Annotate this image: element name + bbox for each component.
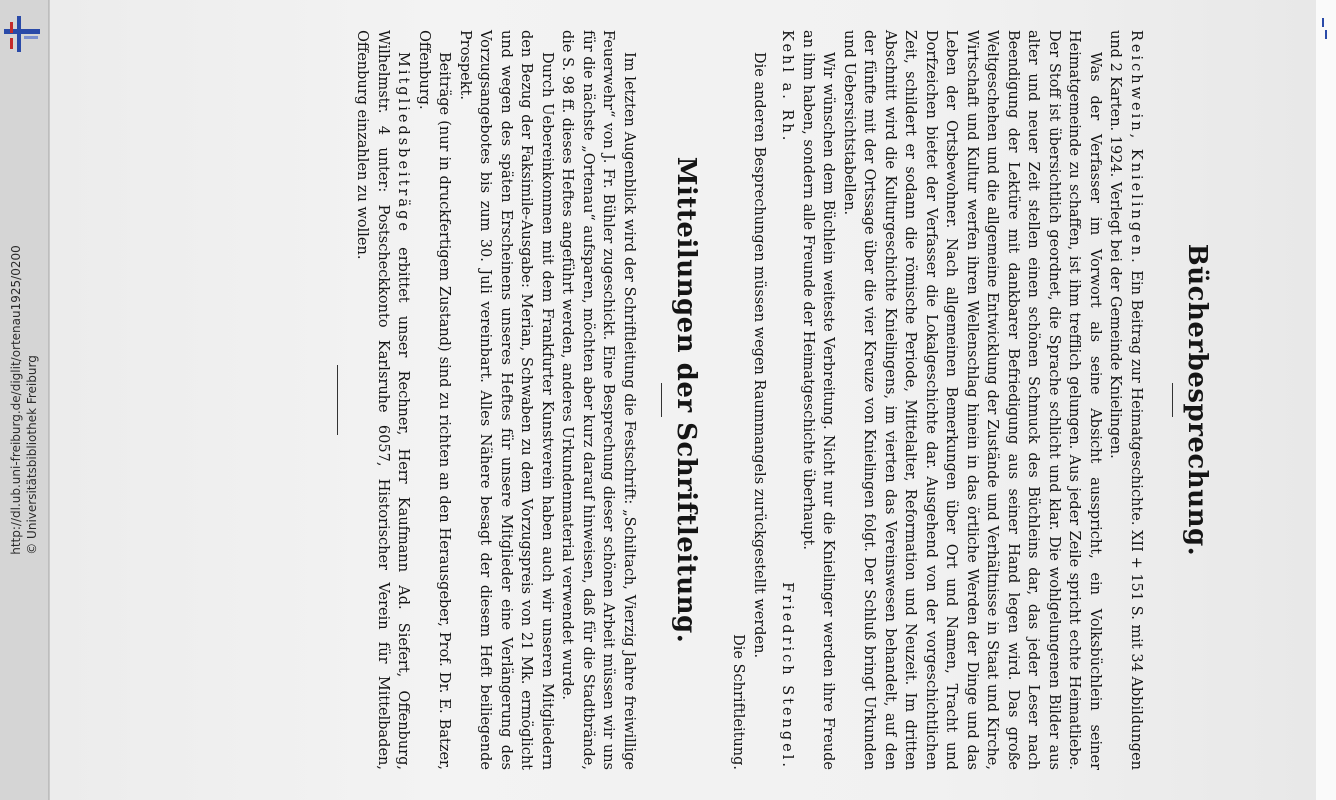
viewer-side-margin — [0, 0, 49, 800]
source-url[interactable]: http://dl.ub.uni-freiburg.de/diglit/ortenau1925/0200 — [9, 245, 23, 555]
announcement-paragraph: Beiträge (nur in druckfertigem Zustand) sind zu richten an den Herausgeber, Prof. Dr. E. Batzer, Offenburg. — [416, 30, 453, 770]
copyright-notice: © Universitätsbibliothek Freiburg — [25, 355, 39, 555]
editor-notice-signature: Die Schriftleitung. — [730, 634, 747, 770]
title-divider — [1172, 383, 1173, 417]
source-credit — [8, 245, 40, 555]
review-paragraph: Wir wünschen dem Büchlein weiteste Verbreitung. Nicht nur die Knielinger werden ihre Freude an ihm haben, sondern alle Freunde der Heimatgeschichte überhaupt. — [800, 30, 837, 770]
ub-freiburg-logo-icon — [2, 14, 42, 54]
title-divider — [661, 383, 662, 417]
membership-fee-lead: Mitgliedsbeiträge — [395, 52, 412, 234]
page-marker-icon — [1320, 18, 1330, 40]
section-title-reviews: Bücherbesprechung. — [1182, 243, 1212, 557]
editor-notice: Die anderen Besprechungen müssen wegen Raummangels zurückgestellt werden. — [751, 52, 767, 659]
review-signature-line — [777, 30, 798, 770]
closing-divider — [337, 365, 338, 435]
review-place: Kehl a. Rh. — [779, 30, 796, 144]
review-citation-body: Ein Beitrag zur Heimatgeschichte. XII + 151 S. mit 34 Abbildungen und 2 Karten. 1924. Verlegt bei der Gemeinde Knielingen. — [1107, 30, 1144, 770]
review-paragraph: Was der Verfasser im Vorwort als seine Absicht ausspricht, ein Volksbüchlein seiner Heimatgemeinde zu schaffen, ist ihm trefflich gelungen. Aus jeder Zeile spricht echte Heimatliebe. Der Stoff ist übersichtlich geordnet, die Sprache schlicht und klar. Die wohlgelungenen Bilder aus alter und neuer Zeit stellen einen schönen Schmuck des Büchleins dar, das jeder Leser nach Beendigung der Lektüre mit dankbarer Befriedigung aus seiner Hand legen wird. Das große Weltgeschehen und die allgemeine Entwicklung der Zustände und Verhältnisse in Staat und Kirche, Wirtschaft und Kultur werfen ihren Wellenschlag hinein in das örtliche Werden der Dinge und das Leben der Ortsbewohner. Nach allgemeinen Bemerkungen über Ort und Namen, Tracht und Dorfzeichen bietet der Verfasser die Lokalgeschichte dar. Ausgehend von der vorgeschichtlichen Zeit, schildert er sodann die römische Periode, Mittelalter, Reformation und Neuzeit. Im dritten Abschnitt wird die Kulturgeschichte Knielingens, im vierten das Vereinswesen behandelt, auf den der fünfte mit der Ortssage über die vier Kreuze von Knielingen folgt. Der Schluß bringt Urkunden und Uebersichtstabellen. — [841, 30, 1103, 770]
page-edge — [1316, 0, 1336, 800]
section-title-announcements: Mitteilungen der Schriftleitung. — [671, 156, 701, 644]
announcement-paragraph: Im letzten Augenblick wird der Schriftleitung die Festschrift: „Schiltach, Vierzig Jahre freiwillige Feuerwehr“ von J. Fr. Bühler zugeschickt. Eine Besprechung dieser schönen Arbeit müssen wir uns für die nächste „Ortenau“ aufsparen, möchten aber kurz darauf hinweisen, daß für die Stadtbrände, die S. 98 ff. dieses Heftes angeführt werden, anderes Urkundenmaterial verwendet wurde. — [559, 30, 637, 770]
announcement-paragraph: Durch Uebereinkommen mit dem Frankfurter Kunstverein haben auch wir unseren Mitgliedern den Bezug der Faksimile-Ausgabe: Merian, Schwaben zu dem Vorzugspreis von 21 Mk. ermöglicht und wegen des späten Erscheinens unseres Heftes für unsere Mitglieder eine Verlängerung des Vorzugsangebotes bis zum 30. Juli vereinbart. Alles Nähere besagt der diesem Heft beiliegende Prospekt. — [457, 30, 555, 770]
review-citation — [1105, 30, 1146, 770]
membership-fee-body: erbittet unser Rechner, Herr Kaufmann Ad. Siefert, Offenburg, Wilhelmstr. 4 unter: Postscheckkonto Karlsruhe 6057, Historischer Verein für Mittelbaden, Offenburg einzahlen zu wollen. — [354, 30, 412, 770]
reviewer-name: Friedrich Stengel. — [779, 582, 796, 770]
review-citation-lead: Reichwein, Knielingen. — [1128, 30, 1144, 266]
rotated-page-content — [153, 30, 1213, 770]
announcement-paragraph — [352, 30, 414, 770]
